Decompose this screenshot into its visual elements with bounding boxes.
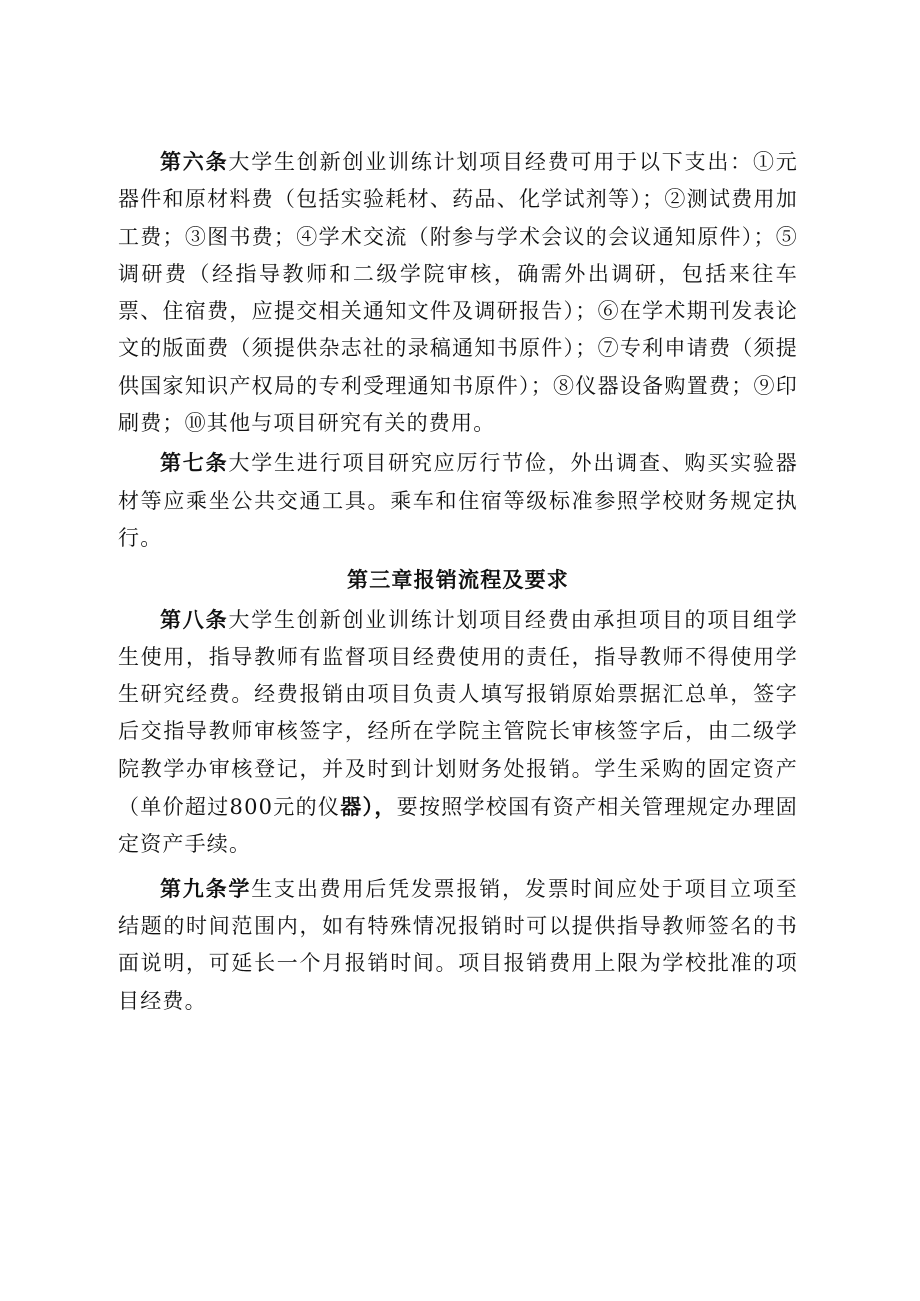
article-8-label: 第八条 — [160, 606, 229, 632]
article-8 — [118, 601, 798, 864]
article-7-text: 大学生进行项目研究应厉行节俭，外出调查、购买实验器材等应乘坐公共交通工具。乘车和住宿等级标准参照学校财务规定执行。 — [118, 451, 798, 550]
article-9-label: 第九条学 — [160, 875, 252, 901]
article-9 — [118, 870, 798, 1020]
article-6-text: 大学生创新创业训练计划项目经费可用于以下支出：①元器件和原材料费（包括实验耗材、药品、化学试剂等）；②测试费用加工费；③图书费；④学术交流（附参与学术会议的会议通知原件）；⑤调研费（经指导教师和二级学院审核，确需外出调研，包括来往车票、住宿费，应提交相关通知文件及调研报告）；⑥在学术期刊发表论文的版面费（须提供杂志社的录稿通知书原件）；⑦专利申请费（须提供国家知识产权局的专利受理通知书原件）；⑧仪器设备购置费；⑨印刷费；⑩其他与项目研究有关的费用。 — [118, 150, 798, 436]
article-6-label: 第六条 — [160, 149, 229, 174]
document-page — [118, 143, 798, 1020]
article-8-text-part1: 大学生创新创业训练计划项目经费由承担项目的项目组学生使用，指导教师有监督项目经费使用的责任，指导教师不得使用学生研究经费。经费报销由项目负责人填写报销原始票据汇总单，签字后交指导教师审核签字，经所在学院主管院长审核签字后，由二级学院教学办审核登记，并及时到计划财务处报销。学生采购的固定资产（单价超过800元的仪 — [118, 607, 798, 820]
article-7 — [118, 444, 798, 557]
article-6 — [118, 143, 798, 442]
article-8-text-bold: 器）， — [340, 794, 397, 820]
chapter-3-heading: 第三章报销流程及要求 — [347, 567, 569, 593]
article-8-text-part2: 要按照学校国有资产相关管理规定办理固定资产手续。 — [118, 795, 798, 857]
article-7-label: 第七条 — [160, 450, 229, 476]
article-9-text: 生支出费用后凭发票报销，发票时间应处于项目立项至结题的时间范围内，如有特殊情况报销时可以提供指导教师签名的书面说明，可延长一个月报销时间。项目报销费用上限为学校批准的项目经费。 — [118, 876, 798, 1013]
